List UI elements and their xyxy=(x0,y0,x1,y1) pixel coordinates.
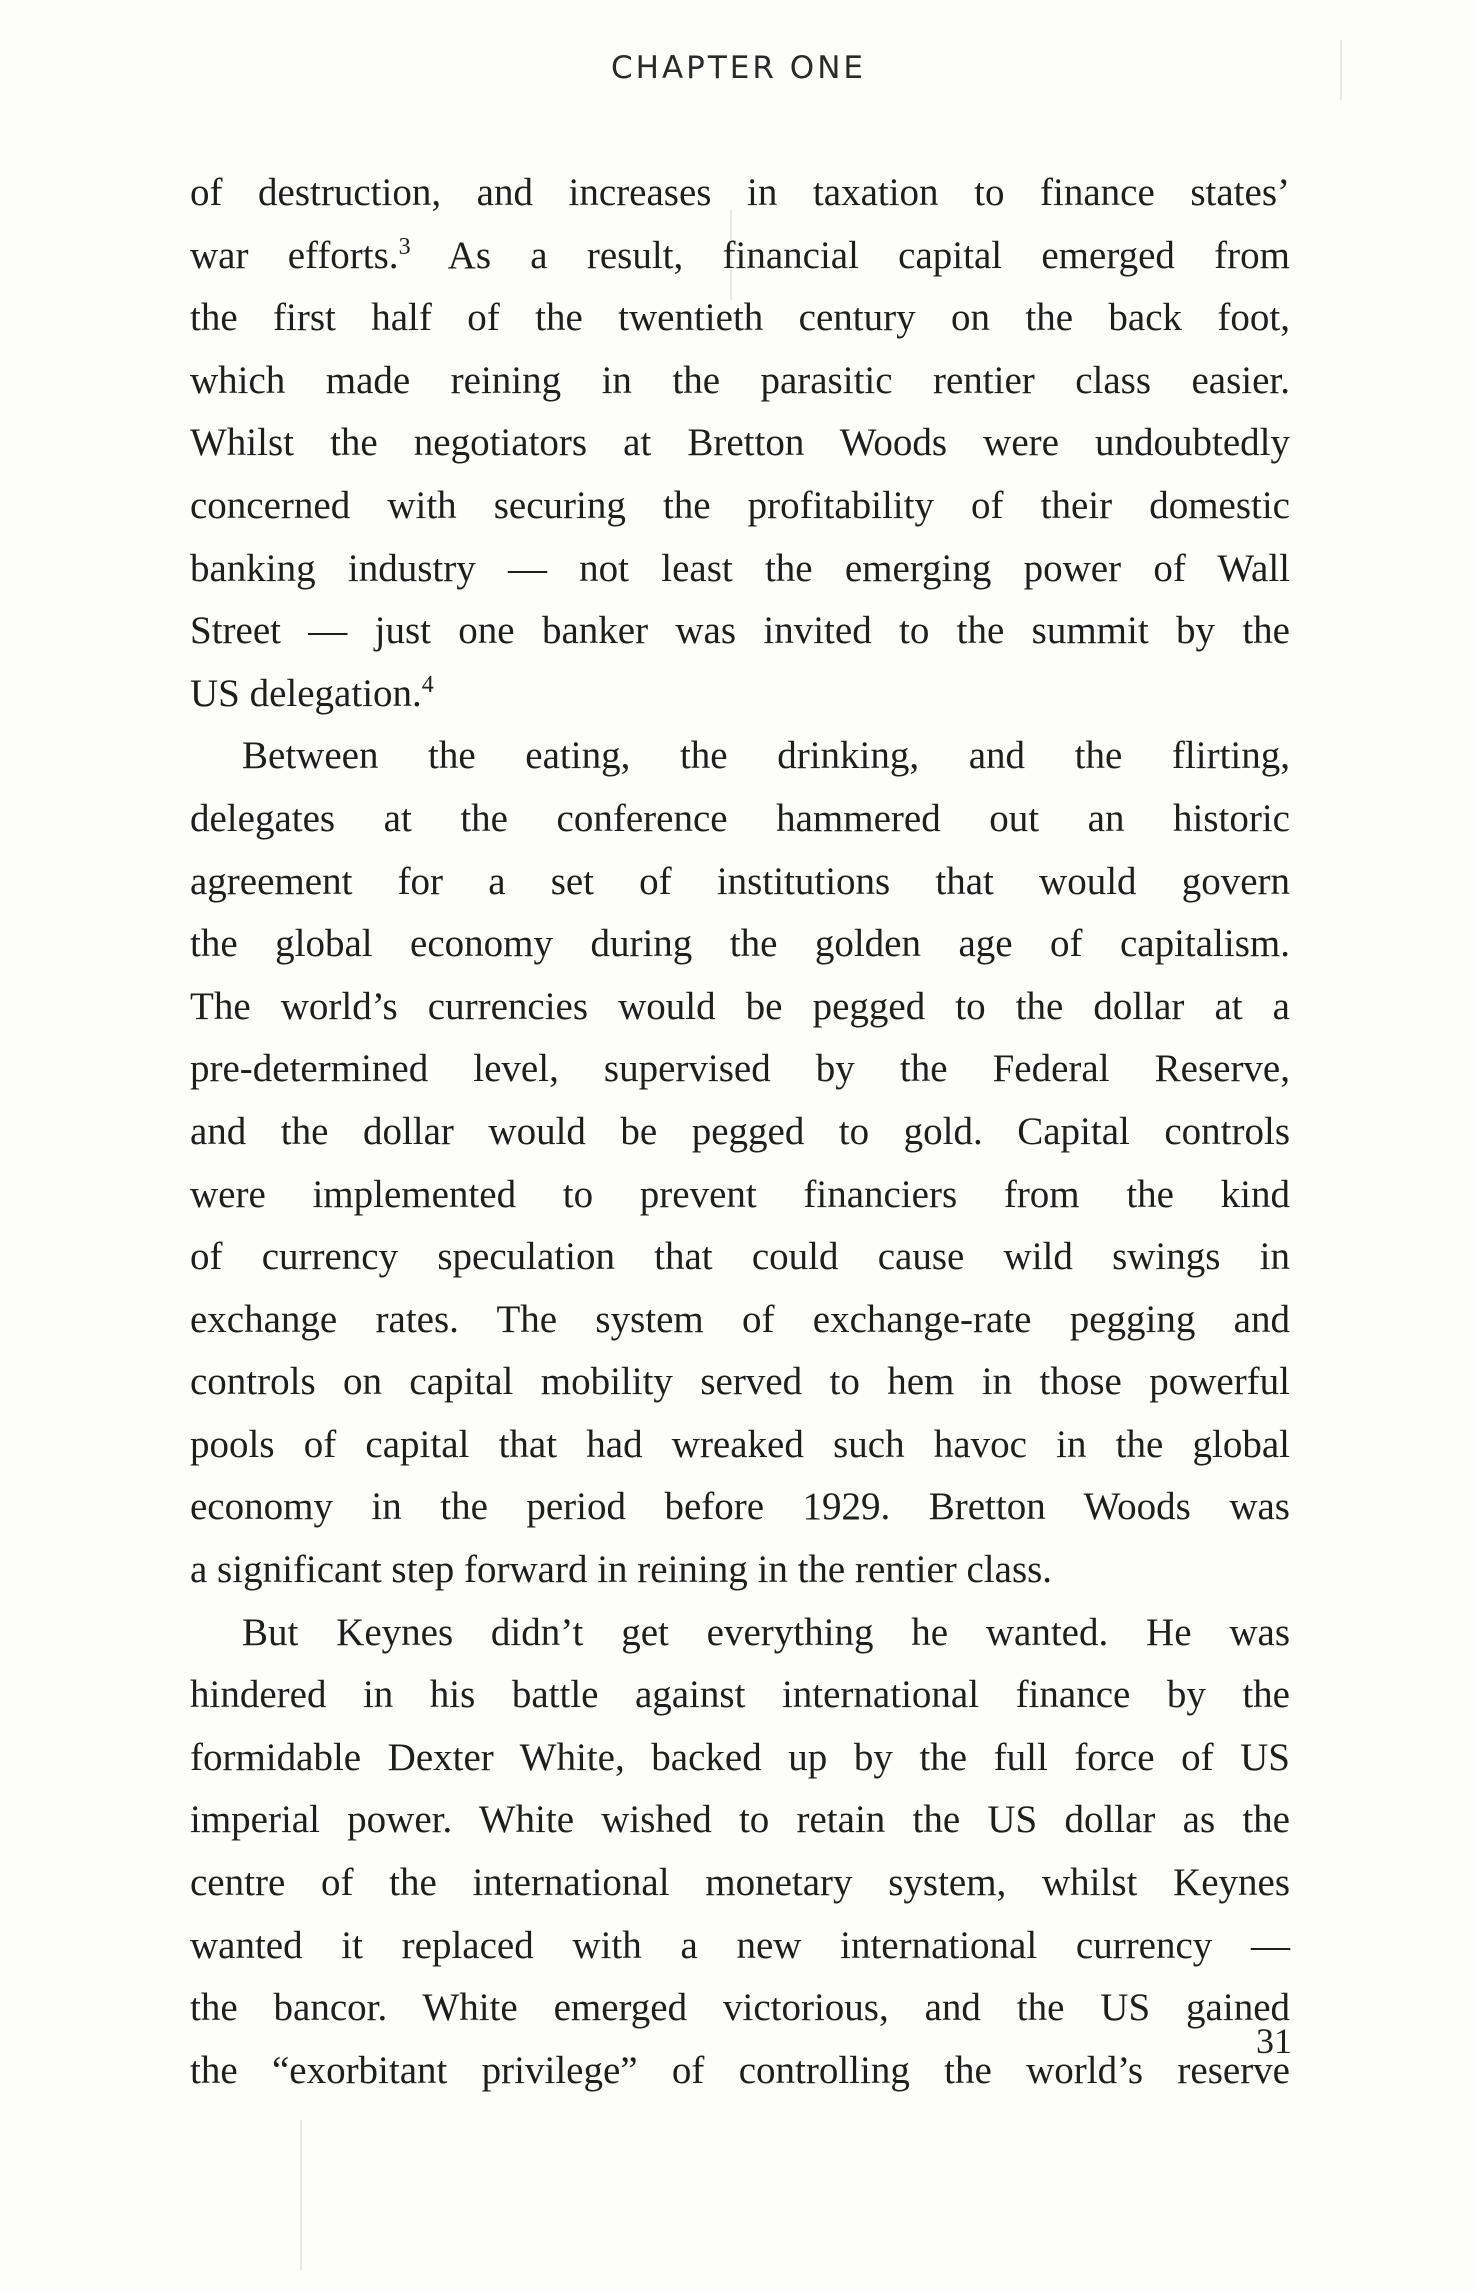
line-text: wanted it replaced with a new international currency — xyxy=(190,1923,1290,1967)
line-text: formidable Dexter White, backed up by the full force of US xyxy=(190,1735,1290,1779)
line-text: Street — just one banker was invited to the summit by the xyxy=(190,609,1290,653)
paragraph xyxy=(190,725,1290,1601)
text-line xyxy=(190,225,1290,288)
line-text: imperial power. White wished to retain the US dollar as the xyxy=(190,1798,1290,1842)
line-text: The world’s currencies would be pegged to the dollar at a xyxy=(190,984,1290,1028)
line-text: war efforts. xyxy=(190,233,399,277)
text-line xyxy=(190,788,1290,851)
line-text: agreement for a set of institutions that would govern xyxy=(190,859,1290,903)
line-text: of currency speculation that could cause wild swings in xyxy=(190,1235,1290,1279)
text-line xyxy=(190,1038,1290,1101)
text-line xyxy=(190,1977,1290,2040)
footnote-marker: 3 xyxy=(398,233,411,260)
line-text: of destruction, and increases in taxation to finance states’ xyxy=(190,171,1290,214)
line-text: centre of the international monetary system, whilst Keynes xyxy=(190,1861,1290,1905)
line-text: which made reining in the parasitic rentier class easier. xyxy=(190,358,1290,402)
text-line xyxy=(190,1289,1290,1352)
text-line xyxy=(190,2040,1290,2103)
line-text-continued: As a result, financial capital emerged from xyxy=(410,233,1290,277)
line-text: and the dollar would be pegged to gold. Capital controls xyxy=(190,1109,1290,1153)
line-text: a significant step forward in reining in the rentier class. xyxy=(190,1548,1053,1592)
text-line xyxy=(190,1101,1290,1164)
line-text: controls on capital mobility served to hem in those powerful xyxy=(190,1360,1290,1404)
paragraph xyxy=(190,1602,1290,2103)
paragraph xyxy=(190,162,1290,725)
text-line xyxy=(190,1915,1290,1978)
text-line xyxy=(190,287,1290,350)
line-text: hindered in his battle against international finance by the xyxy=(190,1673,1290,1717)
line-text: banking industry — not least the emerging power of Wall xyxy=(190,546,1290,590)
footnote-marker: 4 xyxy=(421,671,434,698)
text-line xyxy=(190,1351,1290,1414)
text-line xyxy=(190,538,1290,601)
running-head: CHAPTER ONE xyxy=(611,50,866,86)
line-text: exchange rates. The system of exchange-rate pegging and xyxy=(190,1297,1290,1341)
body-text xyxy=(190,162,1290,2102)
line-text: economy in the period before 1929. Bretton Woods was xyxy=(190,1485,1290,1529)
text-line xyxy=(190,1789,1290,1852)
text-line xyxy=(190,1539,1290,1602)
text-line xyxy=(190,913,1290,976)
text-line xyxy=(190,976,1290,1039)
line-text: pools of capital that had wreaked such havoc in the global xyxy=(190,1422,1290,1466)
text-line xyxy=(190,1852,1290,1915)
line-text: US delegation. xyxy=(190,671,422,715)
text-line xyxy=(190,600,1290,663)
text-line xyxy=(190,663,1290,726)
text-line xyxy=(190,1226,1290,1289)
page-number: 31 xyxy=(1256,2021,1292,2061)
line-text: were implemented to prevent financiers from the kind xyxy=(190,1172,1290,1216)
text-line xyxy=(190,350,1290,413)
line-text: But Keynes didn’t get everything he wanted. He was xyxy=(242,1610,1290,1654)
line-text: delegates at the conference hammered out an historic xyxy=(190,796,1290,840)
line-text: the first half of the twentieth century on the back foot, xyxy=(190,296,1290,340)
line-text: concerned with securing the profitability of their domestic xyxy=(190,483,1290,527)
text-line xyxy=(190,1476,1290,1539)
line-text: Between the eating, the drinking, and the flirting, xyxy=(242,734,1290,778)
line-text: the global economy during the golden age of capitalism. xyxy=(190,922,1290,966)
text-line xyxy=(190,1727,1290,1790)
text-line xyxy=(190,412,1290,475)
line-text: the bancor. White emerged victorious, and the US gained xyxy=(190,1986,1290,2030)
text-line xyxy=(190,1414,1290,1477)
text-line xyxy=(190,162,1290,225)
line-text: the “exorbitant privilege” of controlling the world’s reserve xyxy=(190,2048,1290,2092)
text-line xyxy=(190,1164,1290,1227)
text-line xyxy=(190,1664,1290,1727)
line-text: Whilst the negotiators at Bretton Woods were undoubtedly xyxy=(190,421,1290,465)
line-text: pre-determined level, supervised by the Federal Reserve, xyxy=(190,1047,1290,1091)
scan-artifact-line xyxy=(300,2120,302,2270)
text-line xyxy=(190,725,1290,788)
text-line xyxy=(190,475,1290,538)
text-line xyxy=(190,851,1290,914)
text-line xyxy=(190,1602,1290,1665)
